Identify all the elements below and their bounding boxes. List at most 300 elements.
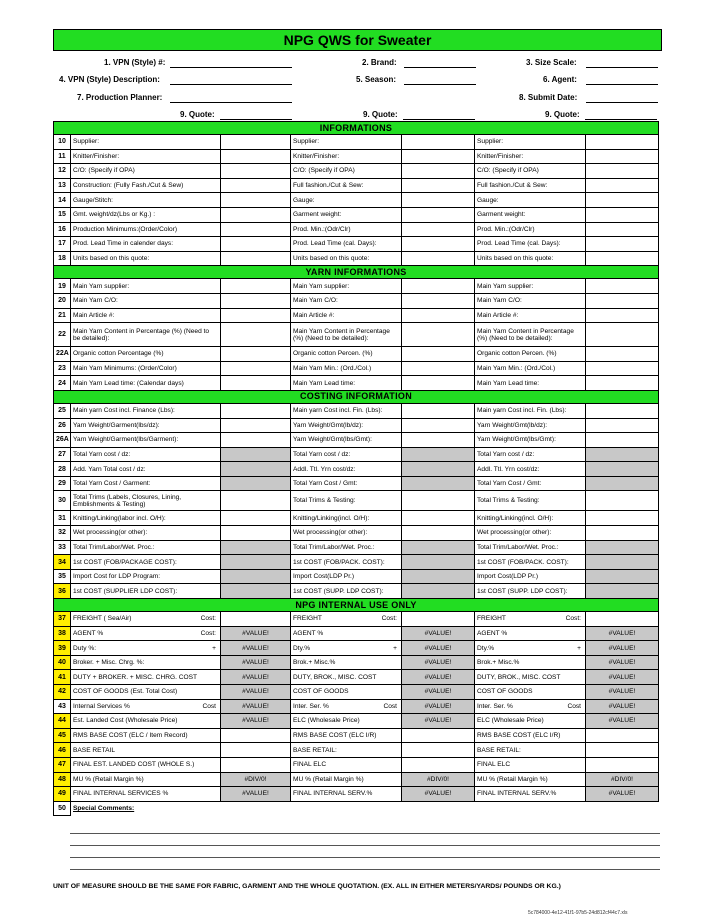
row-label: Addl. Ttl. Yrn cost/dz: bbox=[475, 462, 586, 477]
row-number: 13 bbox=[54, 178, 71, 193]
value-cell[interactable] bbox=[402, 222, 475, 237]
size-scale-field[interactable] bbox=[586, 67, 658, 68]
row-label-text: BASE RETAIL: bbox=[293, 746, 337, 754]
season-field[interactable] bbox=[404, 84, 476, 85]
row-label-text: AGENT % bbox=[477, 629, 508, 637]
row-label-text: FINAL EST. LANDED COST (WHOLE S.) bbox=[73, 761, 195, 769]
row-label: Yarn Weight/Garment(lbs/dz): bbox=[71, 418, 221, 433]
row-label-text: COST OF GOODS bbox=[293, 688, 349, 696]
value-cell[interactable] bbox=[221, 743, 291, 758]
row-label: Yarn Weight/Garment(lbs/Garment): bbox=[71, 433, 221, 448]
comments-row bbox=[54, 801, 659, 816]
value-cell[interactable]: #DIV/0! bbox=[221, 772, 291, 787]
row-label: Wet processing(or other): bbox=[291, 526, 402, 541]
value-cell[interactable] bbox=[402, 164, 475, 179]
value-cell[interactable] bbox=[586, 526, 659, 541]
value-cell[interactable] bbox=[586, 511, 659, 526]
value-cell[interactable] bbox=[221, 293, 291, 308]
quote-form-table bbox=[53, 121, 659, 816]
row-number: 10 bbox=[54, 135, 71, 150]
quote-field-1[interactable] bbox=[220, 119, 292, 120]
row-label-text: DUTY, BROK., MISC. COST bbox=[477, 673, 561, 681]
form-row bbox=[54, 279, 659, 294]
comment-line[interactable] bbox=[70, 833, 660, 834]
form-row bbox=[54, 207, 659, 222]
row-label: Total Trim/Labor/Wet. Proc.: bbox=[475, 540, 586, 555]
quote-field-3[interactable] bbox=[585, 119, 657, 120]
form-row bbox=[54, 491, 659, 511]
value-cell[interactable] bbox=[221, 178, 291, 193]
value-cell[interactable] bbox=[221, 418, 291, 433]
value-cell[interactable] bbox=[586, 207, 659, 222]
value-cell[interactable] bbox=[586, 418, 659, 433]
row-label-text: RMS BASE COST (ELC I/R) bbox=[293, 732, 377, 740]
planner-field[interactable] bbox=[170, 102, 292, 103]
row-number: 26A bbox=[54, 433, 71, 448]
row-label: Total Trims & Testing: bbox=[475, 491, 586, 511]
value-cell[interactable] bbox=[586, 279, 659, 294]
value-cell[interactable] bbox=[402, 491, 475, 511]
value-cell[interactable]: #VALUE! bbox=[402, 685, 475, 700]
row-label: C/O: (Specify if OPA) bbox=[475, 164, 586, 179]
section-header-yarn bbox=[54, 266, 659, 279]
form-row bbox=[54, 418, 659, 433]
value-cell[interactable] bbox=[221, 207, 291, 222]
value-cell[interactable] bbox=[586, 361, 659, 376]
row-sublabel: + bbox=[212, 644, 216, 652]
row-label: Total Trims (Labels, Closures, Lining, Emblishments & Testing) bbox=[71, 491, 221, 511]
value-cell[interactable]: #VALUE! bbox=[402, 655, 475, 670]
row-label: C/O: (Specify if OPA) bbox=[291, 164, 402, 179]
value-cell[interactable] bbox=[402, 308, 475, 323]
row-number: 28 bbox=[54, 462, 71, 477]
value-cell[interactable]: #VALUE! bbox=[586, 685, 659, 700]
row-label: Yarn Weight/Gmt(lbs/Gmt): bbox=[291, 433, 402, 448]
row-label bbox=[475, 699, 586, 714]
row-label: Garment weight: bbox=[475, 207, 586, 222]
row-label: Construction: (Fully Fash./Cut & Sew) bbox=[71, 178, 221, 193]
value-cell[interactable] bbox=[221, 376, 291, 391]
value-cell[interactable] bbox=[221, 193, 291, 208]
value-cell[interactable]: #VALUE! bbox=[586, 626, 659, 641]
value-cell[interactable] bbox=[586, 462, 659, 477]
row-number: 11 bbox=[54, 149, 71, 164]
row-label bbox=[71, 787, 221, 802]
row-label bbox=[475, 714, 586, 729]
value-cell[interactable] bbox=[402, 178, 475, 193]
value-cell[interactable] bbox=[402, 347, 475, 362]
value-cell[interactable] bbox=[402, 433, 475, 448]
row-label: Units based on this quote: bbox=[71, 251, 221, 266]
form-row bbox=[54, 612, 659, 627]
value-cell[interactable] bbox=[221, 433, 291, 448]
value-cell[interactable] bbox=[402, 540, 475, 555]
value-cell[interactable] bbox=[402, 361, 475, 376]
value-cell[interactable] bbox=[221, 569, 291, 584]
row-label bbox=[475, 772, 586, 787]
value-cell[interactable]: #VALUE! bbox=[221, 655, 291, 670]
row-number: 46 bbox=[54, 743, 71, 758]
value-cell[interactable] bbox=[221, 476, 291, 491]
row-label: Total Yarn Cost / Gmt: bbox=[475, 476, 586, 491]
value-cell[interactable]: #VALUE! bbox=[586, 670, 659, 685]
row-label-text: Dty.% bbox=[293, 644, 311, 652]
row-sublabel: Cost: bbox=[200, 615, 216, 623]
form-row bbox=[54, 293, 659, 308]
form-row bbox=[54, 757, 659, 772]
comment-line[interactable] bbox=[70, 869, 660, 870]
value-cell[interactable] bbox=[586, 149, 659, 164]
value-cell[interactable] bbox=[221, 222, 291, 237]
form-row bbox=[54, 787, 659, 802]
section-header-internal bbox=[54, 599, 659, 612]
section-title: INFORMATIONS bbox=[54, 122, 659, 135]
unit-of-measure-note: UNIT OF MEASURE SHOULD BE THE SAME FOR FABRIC, GARMENT AND THE WHOLE QUOTATION. (EX. ALL IN EITHER METERS/YARDS/ POUNDS OR KG.) bbox=[53, 883, 561, 890]
value-cell[interactable] bbox=[221, 308, 291, 323]
value-cell[interactable] bbox=[402, 743, 475, 758]
row-label bbox=[71, 699, 221, 714]
value-cell[interactable]: #VALUE! bbox=[221, 699, 291, 714]
row-label: Main Yarn Lead time: bbox=[475, 376, 586, 391]
value-cell[interactable]: #VALUE! bbox=[402, 787, 475, 802]
row-label: Knitting/Linking(labor incl. O/H): bbox=[71, 511, 221, 526]
form-row bbox=[54, 772, 659, 787]
value-cell[interactable] bbox=[586, 376, 659, 391]
submit-date-field[interactable] bbox=[586, 102, 658, 103]
value-cell[interactable] bbox=[221, 491, 291, 511]
row-label-text: ELC (Wholesale Price) bbox=[477, 717, 544, 725]
row-label: Knitter/Finisher: bbox=[71, 149, 221, 164]
value-cell[interactable]: #VALUE! bbox=[586, 655, 659, 670]
value-cell[interactable] bbox=[586, 433, 659, 448]
row-label: 1st COST (SUPP. LDP COST): bbox=[475, 584, 586, 599]
value-cell[interactable] bbox=[586, 555, 659, 570]
value-cell[interactable] bbox=[402, 403, 475, 418]
file-id: 5c784000-4e12-41f1-97b5-24d812cf44c7.xls bbox=[528, 910, 628, 916]
row-label-text: Internal Services % bbox=[73, 702, 130, 710]
value-cell[interactable]: #VALUE! bbox=[221, 670, 291, 685]
value-cell[interactable] bbox=[402, 511, 475, 526]
row-label-text: FREIGHT ( Sea/Air) bbox=[73, 615, 132, 623]
value-cell[interactable] bbox=[221, 757, 291, 772]
row-label: 1st COST (FOB/PACKAGE COST): bbox=[71, 555, 221, 570]
row-label: Add. Yarn Total cost / dz: bbox=[71, 462, 221, 477]
row-label: Total Yarn cost / dz: bbox=[71, 447, 221, 462]
value-cell[interactable] bbox=[402, 555, 475, 570]
row-label-text: FINAL ELC bbox=[477, 761, 511, 769]
row-number: 39 bbox=[54, 641, 71, 656]
value-cell[interactable] bbox=[586, 164, 659, 179]
row-label: Yarn Weight/Gmt(lb/dz): bbox=[291, 418, 402, 433]
value-cell[interactable] bbox=[402, 418, 475, 433]
value-cell[interactable]: #VALUE! bbox=[402, 641, 475, 656]
value-cell[interactable] bbox=[221, 347, 291, 362]
value-cell[interactable] bbox=[221, 447, 291, 462]
row-label: Yarn Weight/Gmt(lb/dz): bbox=[475, 418, 586, 433]
value-cell[interactable] bbox=[586, 757, 659, 772]
value-cell[interactable] bbox=[586, 237, 659, 252]
row-label: 1st COST (SUPP. LDP COST): bbox=[291, 584, 402, 599]
row-number: 47 bbox=[54, 757, 71, 772]
value-cell[interactable] bbox=[402, 193, 475, 208]
row-label-text: FINAL ELC bbox=[293, 761, 327, 769]
row-number: 49 bbox=[54, 787, 71, 802]
row-label-text: Inter. Ser. % bbox=[477, 702, 513, 710]
value-cell[interactable] bbox=[221, 511, 291, 526]
section-title: COSTING INFORMATION bbox=[54, 390, 659, 403]
form-row bbox=[54, 193, 659, 208]
value-cell[interactable] bbox=[402, 584, 475, 599]
value-cell[interactable]: #VALUE! bbox=[586, 714, 659, 729]
row-label-text: MU % (Retail Margin %) bbox=[293, 775, 364, 783]
row-label: Import Cost(LDP Pr.) bbox=[291, 569, 402, 584]
row-label: Gauge: bbox=[291, 193, 402, 208]
row-label: 1st COST (FOB/PACK. COST): bbox=[291, 555, 402, 570]
row-label: Gauge: bbox=[475, 193, 586, 208]
row-label: Knitter/Finisher: bbox=[291, 149, 402, 164]
row-label-text: COST OF GOODS bbox=[477, 688, 533, 696]
value-cell[interactable]: #VALUE! bbox=[402, 699, 475, 714]
brand-field[interactable] bbox=[404, 67, 476, 68]
quote-label-1: 9. Quote: bbox=[180, 110, 215, 119]
row-sublabel: Cost: bbox=[565, 615, 581, 623]
row-number: 44 bbox=[54, 714, 71, 729]
value-cell[interactable] bbox=[402, 251, 475, 266]
row-sublabel: Cost bbox=[567, 702, 581, 710]
row-label bbox=[71, 743, 221, 758]
value-cell[interactable]: #VALUE! bbox=[221, 685, 291, 700]
value-cell[interactable] bbox=[586, 347, 659, 362]
value-cell[interactable] bbox=[402, 279, 475, 294]
row-label bbox=[475, 612, 586, 627]
value-cell[interactable] bbox=[586, 447, 659, 462]
value-cell[interactable] bbox=[221, 555, 291, 570]
row-number: 14 bbox=[54, 193, 71, 208]
row-number: 15 bbox=[54, 207, 71, 222]
form-row bbox=[54, 447, 659, 462]
form-row bbox=[54, 135, 659, 150]
row-label-text: DUTY, BROK., MISC. COST bbox=[293, 673, 377, 681]
row-label: Knitter/Finisher: bbox=[475, 149, 586, 164]
form-row bbox=[54, 251, 659, 266]
row-label: Import Cost for LDP Program: bbox=[71, 569, 221, 584]
value-cell[interactable] bbox=[402, 526, 475, 541]
row-label: Main Yarn Lead time: (Calendar days) bbox=[71, 376, 221, 391]
value-cell[interactable] bbox=[221, 462, 291, 477]
row-label bbox=[475, 626, 586, 641]
value-cell[interactable]: #VALUE! bbox=[402, 670, 475, 685]
row-label: Prod. Lead Time (cal. Days): bbox=[475, 237, 586, 252]
form-row bbox=[54, 670, 659, 685]
value-cell[interactable]: #VALUE! bbox=[586, 787, 659, 802]
row-label: Units based on this quote: bbox=[475, 251, 586, 266]
value-cell[interactable] bbox=[586, 743, 659, 758]
row-label bbox=[71, 714, 221, 729]
value-cell[interactable] bbox=[586, 584, 659, 599]
value-cell[interactable] bbox=[586, 323, 659, 347]
row-label bbox=[71, 685, 221, 700]
row-label: Supplier: bbox=[291, 135, 402, 150]
section-title: YARN INFORMATIONS bbox=[54, 266, 659, 279]
value-cell[interactable] bbox=[221, 612, 291, 627]
value-cell[interactable] bbox=[221, 728, 291, 743]
row-number: 24 bbox=[54, 376, 71, 391]
row-label: Main yarn Cost incl. Fin. (Lbs): bbox=[291, 403, 402, 418]
value-cell[interactable] bbox=[586, 293, 659, 308]
value-cell[interactable]: #VALUE! bbox=[402, 714, 475, 729]
value-cell[interactable] bbox=[586, 308, 659, 323]
row-label bbox=[291, 685, 402, 700]
value-cell[interactable] bbox=[402, 149, 475, 164]
row-number: 37 bbox=[54, 612, 71, 627]
value-cell[interactable] bbox=[402, 376, 475, 391]
value-cell[interactable] bbox=[221, 361, 291, 376]
value-cell[interactable]: #DIV/0! bbox=[402, 772, 475, 787]
value-cell[interactable] bbox=[221, 237, 291, 252]
value-cell[interactable]: #VALUE! bbox=[402, 626, 475, 641]
row-number: 22A bbox=[54, 347, 71, 362]
row-label bbox=[291, 728, 402, 743]
row-label: Organic cotton Percen. (%) bbox=[475, 347, 586, 362]
form-row bbox=[54, 714, 659, 729]
row-label-text: FINAL INTERNAL SERVICES % bbox=[73, 790, 169, 798]
comment-line[interactable] bbox=[70, 857, 660, 858]
value-cell[interactable] bbox=[402, 207, 475, 222]
value-cell[interactable] bbox=[402, 135, 475, 150]
value-cell[interactable]: #VALUE! bbox=[221, 714, 291, 729]
form-row bbox=[54, 222, 659, 237]
form-row bbox=[54, 685, 659, 700]
row-label: Production Minimums:(Order/Color) bbox=[71, 222, 221, 237]
value-cell[interactable] bbox=[586, 612, 659, 627]
row-number: 19 bbox=[54, 279, 71, 294]
row-label bbox=[475, 670, 586, 685]
value-cell[interactable] bbox=[402, 728, 475, 743]
value-cell[interactable] bbox=[586, 403, 659, 418]
form-row bbox=[54, 347, 659, 362]
value-cell[interactable] bbox=[402, 293, 475, 308]
row-label-text: DUTY + BROKER. + MISC. CHRG. COST bbox=[73, 673, 198, 681]
form-row bbox=[54, 323, 659, 347]
value-cell[interactable]: #DIV/0! bbox=[586, 772, 659, 787]
value-cell[interactable] bbox=[586, 476, 659, 491]
row-label bbox=[475, 641, 586, 656]
value-cell[interactable] bbox=[402, 462, 475, 477]
agent-label: 6. Agent: bbox=[543, 75, 577, 84]
value-cell[interactable]: #VALUE! bbox=[586, 641, 659, 656]
value-cell[interactable] bbox=[402, 569, 475, 584]
value-cell[interactable] bbox=[586, 222, 659, 237]
row-label bbox=[291, 626, 402, 641]
row-number: 50 bbox=[54, 801, 71, 816]
value-cell[interactable] bbox=[402, 612, 475, 627]
row-label-text: FREIGHT bbox=[293, 615, 322, 623]
row-number: 22 bbox=[54, 323, 71, 347]
row-label-text: ELC (Wholesale Price) bbox=[293, 717, 360, 725]
row-label: 1st COST (FOB/PACK. COST): bbox=[475, 555, 586, 570]
value-cell[interactable] bbox=[402, 757, 475, 772]
form-row bbox=[54, 511, 659, 526]
row-number: 43 bbox=[54, 699, 71, 714]
value-cell[interactable] bbox=[221, 279, 291, 294]
value-cell[interactable]: #VALUE! bbox=[221, 787, 291, 802]
row-label: Total Trim/Labor/Wet. Proc.: bbox=[71, 540, 221, 555]
row-label-text: COST OF GOODS (Est. Total Cost) bbox=[73, 688, 178, 696]
form-row bbox=[54, 555, 659, 570]
form-row bbox=[54, 403, 659, 418]
value-cell[interactable]: #VALUE! bbox=[221, 641, 291, 656]
value-cell[interactable] bbox=[586, 251, 659, 266]
row-number: 25 bbox=[54, 403, 71, 418]
row-number: 31 bbox=[54, 511, 71, 526]
value-cell[interactable] bbox=[221, 584, 291, 599]
row-label-text: Duty %: bbox=[73, 644, 97, 652]
row-label-text: AGENT % bbox=[73, 629, 104, 637]
form-row bbox=[54, 540, 659, 555]
value-cell[interactable] bbox=[221, 323, 291, 347]
vpn-style-field[interactable] bbox=[170, 67, 292, 68]
row-number: 30 bbox=[54, 491, 71, 511]
value-cell[interactable] bbox=[402, 476, 475, 491]
value-cell[interactable] bbox=[221, 251, 291, 266]
row-label: Main Yarn supplier: bbox=[475, 279, 586, 294]
value-cell[interactable] bbox=[221, 540, 291, 555]
row-label bbox=[475, 787, 586, 802]
row-label: C/O: (Specify if OPA) bbox=[71, 164, 221, 179]
value-cell[interactable] bbox=[586, 135, 659, 150]
value-cell[interactable] bbox=[586, 728, 659, 743]
row-label-text: FINAL INTERNAL SERV.% bbox=[477, 790, 557, 798]
value-cell[interactable] bbox=[402, 323, 475, 347]
value-cell[interactable] bbox=[586, 193, 659, 208]
special-comments-label[interactable] bbox=[71, 801, 659, 816]
form-row bbox=[54, 626, 659, 641]
value-cell[interactable]: #VALUE! bbox=[586, 699, 659, 714]
row-label-text: BASE RETAIL bbox=[73, 746, 116, 754]
value-cell[interactable] bbox=[221, 164, 291, 179]
value-cell[interactable]: #VALUE! bbox=[221, 626, 291, 641]
row-label: Main Yarn Minimums: (Order/Color) bbox=[71, 361, 221, 376]
row-label bbox=[291, 655, 402, 670]
row-number: 29 bbox=[54, 476, 71, 491]
row-number: 38 bbox=[54, 626, 71, 641]
comment-line[interactable] bbox=[70, 845, 660, 846]
row-label: Addl. Ttl. Yrn cost/dz: bbox=[291, 462, 402, 477]
section-title: NPG INTERNAL USE ONLY bbox=[54, 599, 659, 612]
form-row bbox=[54, 526, 659, 541]
row-label-text: MU % (Retail Margin %) bbox=[73, 775, 144, 783]
row-label bbox=[291, 612, 402, 627]
row-label: Organic cotton Percen. (%) bbox=[291, 347, 402, 362]
value-cell[interactable] bbox=[402, 237, 475, 252]
value-cell[interactable] bbox=[221, 403, 291, 418]
vpn-desc-field[interactable] bbox=[170, 84, 292, 85]
value-cell[interactable] bbox=[586, 491, 659, 511]
form-row bbox=[54, 237, 659, 252]
value-cell[interactable] bbox=[586, 178, 659, 193]
quote-field-2[interactable] bbox=[403, 119, 475, 120]
value-cell[interactable] bbox=[402, 447, 475, 462]
agent-field[interactable] bbox=[586, 84, 658, 85]
row-sublabel: Cost bbox=[383, 702, 397, 710]
value-cell[interactable] bbox=[221, 149, 291, 164]
value-cell[interactable] bbox=[586, 569, 659, 584]
row-label-text: Brok.+ Misc.% bbox=[293, 659, 336, 667]
row-label: Wet processing(or other): bbox=[71, 526, 221, 541]
value-cell[interactable] bbox=[221, 135, 291, 150]
value-cell[interactable] bbox=[586, 540, 659, 555]
value-cell[interactable] bbox=[221, 526, 291, 541]
